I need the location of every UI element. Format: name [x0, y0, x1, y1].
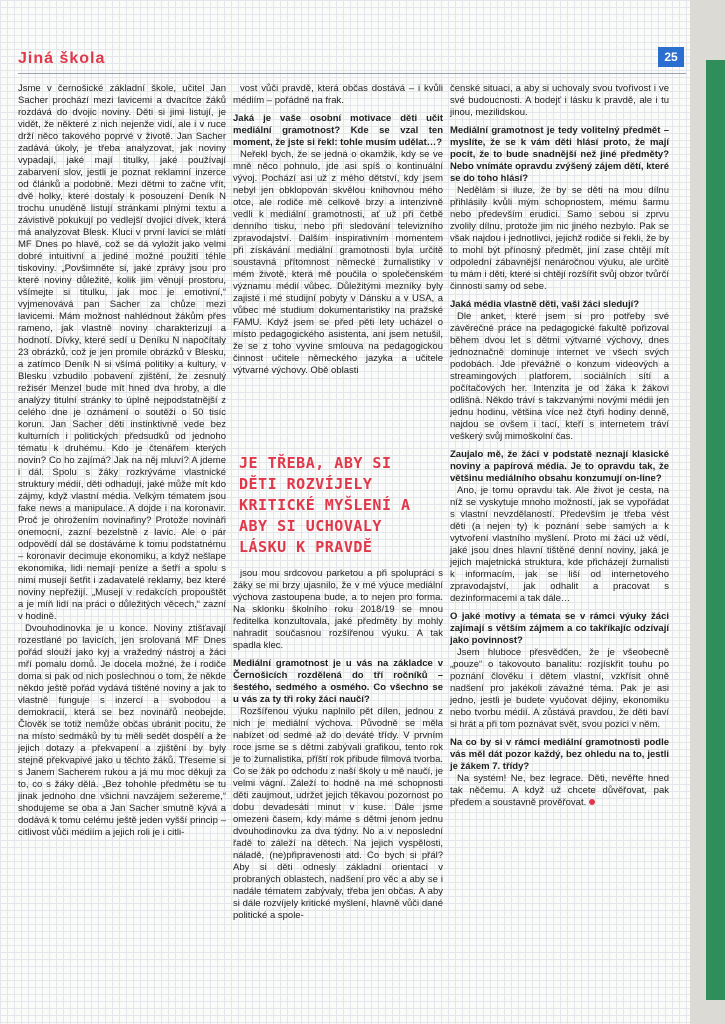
paragraph: Rozšířenou výuku naplnilo pět dílen, jednou z nich je mediální výchova. Původně se měla nabízet od sedmé až do deváté třídy. V prvním roce jsme se s dětmi zabývali grafikou, tento rok je to žurnalistika, příští rok přibude filmová tvorba. Co se žák po odchodu z naší školy u mě naučí, je velmi vágní. Záleží to hodně na mé schopnosti děti zaujmout, udržet jejich těkavou pozornost po dobu devadesáti minut v kuse. Dále jsme omezeni časem, kdy máme s dětmi jenom jednu dvouhodinovku za dva týdny. No a v neposlední řadě to záleží na dětech. Na jejich vyspělosti, náladě, (ne)připravenosti atd. Co bych si přál? Aby si děti odnesly základní orientaci v probraných oblastech, nadšení pro věc a aby se i nadále tématem zabývaly, třeba jen občas. A aby si dále rozvíjely kritické myšlení, hlavně vůči dané politické a spole- — [233, 706, 443, 921]
interview-question: O jaké motivy a témata se v rámci výuky žáci zajímají s větším zájmem a co takříkajíc odzívají jako povinnost? — [450, 611, 669, 646]
interview-question: Jaká média vlastně děti, vaši žáci sledují? — [450, 299, 640, 310]
page-number: 25 — [658, 47, 684, 67]
interview-question: Na co by si v rámci mediální gramotnosti podle vás měl dát pozor každý, bez ohledu na to, jestli je žákem 7. třídy? — [450, 737, 669, 772]
article-column-1 — [18, 83, 226, 839]
paragraph: Dle anket, které jsem si pro potřeby své závěrečné práce na pedagogické fakultě pořizoval během dvou let s dětmi výtvarné výchovy, dnes jednoznačně dominuje internet ve všech svých podobách. Jde převážně o konzum videových a streamingových platforem, sociálních sítí a počítačových her. Intenzita je od žáka k žákovi odlišná. Někdo tráví s takzvanými novými médii jen jednu hodinu, většina více než čtyři hodiny denně, najdou se ovšem i tací, kteří s internetem tráví veškerý svůj mimoškolní čas. — [450, 311, 669, 442]
interview-question: Jaká je vaše osobní motivace děti učit mediální gramotnost? Kde se vzal ten moment, že jste si řekl: tohle musím udělat…? — [233, 113, 443, 148]
pull-quote: JE TŘEBA, ABY SI DĚTI ROZVÍJELY KRITICKÉ MYŠLENÍ A ABY SI UCHOVALY LÁSKU K PRAVDĚ — [239, 454, 411, 556]
interview-question: Mediální gramotnost je tedy volitelný předmět – myslíte, že se k vám děti hlásí proto, že mají pocit, že to bude snadnější než jiné předměty? Nebo vnímáte opravdu zvýšený zájem dětí, které se do toho hlásí? — [450, 125, 669, 184]
paragraph: jsou mou srdcovou parketou a při spolupráci s žáky se mi brzy ujasnilo, že v mé výuce mediální výchova zastoupena bude, a to nejen pro forma. Na sklonku školního roku 2018/19 se mnou ředitelka konzultovala, jaké předměty by mohly nahradit současnou rozšířenou výuku. A tak spadla klec. — [233, 568, 443, 651]
article-column-2-bottom — [233, 568, 443, 922]
end-mark-icon — [589, 799, 595, 805]
paragraph: vost vůči pravdě, která občas dostává – i kvůli médiím – pořádně na frak. — [233, 83, 443, 106]
article-column-3 — [450, 83, 669, 809]
paragraph: Dvouhodinovka je u konce. Noviny ztišťavají rozestlané po lavicích, jen srolovaná MF Dnes pořád slouží jako kyj a vražedný nástroj a žáci mří pomalu domů. Je docela možné, že i rodiče doma si pak od nich poslechnou o tom, že někde někdo ještě pořád vydává tištěné noviny a jak to vlastně funguje s inzercí a svobodou a demokracií, která se bez novinářů neobejde. Člověk se totiž nemůže občas ubránit pocitu, že na místo sedmáků by tu měli sedět dospělí a že jejich dotazy a překvapení a zjištění by byly stejně překvapivé jako u těchto žáků. Třeseme si s Janem Sacherem rukou a já mu moc děkuji za to, co s žáky dělá. „Bez tohohle předmětu se tu jinak jednoho dne všichni navzájem sežereme,“ shodujeme se oba a Jan Sacher smutně kývá a dodává k tomu celému ještě jeden vyšší princip – citlivost vůči médiím a jejich roli je i citli- — [18, 623, 226, 838]
paragraph: Neřekl bych, že se jedná o okamžik, kdy se ve mně něco pohnulo, jde asi spíš o kontinuální vývoj. Pochází asi už z mého dětství, kdy jsem nebyl jen obklopován skvělou knihovnou mého otce, ale rodiče mě celkově brzy a intenzivně vedli k mediální gramotnosti, ať už při četbě denního tisku, nebo při sledování televizního zpravodajství. Dalším inspirativním momentem při získávání mediální gramotnosti byla určitě soustavná přítomnost německé žurnalistiky v mém životě, která mě poučila o společenském významu médií vůbec. Důležitými mezníky byly zajisté i mé studijní pobyty v Dánsku a v USA, a vůbec mé studium dokumentaristiky na pražské FAMU. Když jsem se před pěti lety ucházel o místo pedagogického asistenta, ani jsem netušil, že se z toho vyvine smlouva na pedagogickou činnost učitele německého jazyka a učitele výtvarné výchovy. Obě oblasti — [233, 149, 443, 376]
paragraph: Na systém! Ne, bez legrace. Děti, nevěřte hned tak něčemu. A když už chcete důvěřovat, pak předem a soustavně prověřovat. — [450, 773, 669, 808]
paragraph: čenské situaci, a aby si uchovaly svou tvořivost i ve své budoucnosti. A bodejť i lásku k pravdě, ale i tu jinou, mezilidskou. — [450, 83, 669, 118]
paragraph: Jsme v černošické základní škole, učitel Jan Sacher prochází mezi lavicemi a dvacítce žáků rozdává do dvojic noviny. Děti si jimi listují, je vidět, že některé z nich nejenže vidí, ale i v ruce drží něco takového poprvé v životě. Jan Sacher zadává úkoly, je třeba analyzovat, jak noviny vypadají, jaké mají titulky, jaké používají zabarvení slov, jestli je poznat reklamní inzerce od článků a podobně. Mezi dětmi to začne vřít, dvě holky, které dostaly k posouzení Deník N trochu unuděně listují stránkami plnými textu a závistivě pokukují po vedlejší dvojici dívek, která má analyzovat Blesk. Kluci v první lavici se mlátí MF Dnes po hlavě, což se dá vyložit jako velmi dobré intuitivní a jediné možné použití téhle tiskoviny. „Povšimněte si, jaké zprávy jsou pro které noviny důležité, kolik jim věnují prostoru, všímejte si titulku, jak moc je emotivní,“ vyjmenovává pan Sacher za chůze mezi lavicemi. Mám možnost nahlédnout žákům přes rameno, jak vlastně noviny charakterizují a hodnotí. Dívky, které sedí u Deníku N napočítaly 23 obrázků, což je jen promile obrázků v Blesku, a zatímco Deník N si všímá politiky a kultury, v Blesku vzbudilo pobavení zjištění, že zesnulý režisér Menzel bude mít hned dva hroby, a dle analýzy titulní stránky to úplně nejpodstatnější z celého dne je oznámení o soutěži o 50 tisíc korun. Jan Sacher děti instinktivně vede bez kulturních i politických předsudků od jednoho tématu k druhému. Kdo je čtenářem kterých novin? Co ho zajímá? Jak na něj mluví? A jdeme i dál. Spolu s žáky rozkrýváme vlastnické struktury médií, děti odhadují, jaké může mít kdo zájmy, když vlastní média. Velkým tématem jsou fake news a manipulace. A dojde i na koronavir. Proč je ohrožením novinařiny? Protože novináři onemocní, zazní bezelstně z lavic. Ale o pár odpovědí dál se dostáváme k tomu podstatnému – koronavir decimuje ekonomiku, a když nešlape ekonomika, lidi nemají peníze a šetří a spolu s nimi musejí šetřit i zadavatelé reklamy, bez které noviny nepřežijí. „Musejí v redakcích propouštět a je míň lidí na práci o důležitých věcech,“ zazní v hodině. — [18, 83, 226, 622]
article-column-2-top — [233, 83, 443, 377]
header-rule — [18, 73, 686, 74]
paragraph: Jsem hluboce přesvědčen, že je všeobecně „pouze“ o takovouto banalitu: rozjískřit touhu po poznání člověku i dětem vlastní, vzkřísit ohně nadšení pro jakékoli závažné téma. Pak je asi jedno, jestli je budete vyučovat dějiny, ekonomiku nebo tvorbu médií. A zůstává pravdou, že děti baví si hrát a při tom poznávat svět, svou pozici v něm. — [450, 647, 669, 730]
interview-question: Zaujalo mě, že žáci v podstatě neznají klasické noviny a papírová média. Je to opravdu tak, že většinu mediálního obsahu konzumují on-line? — [450, 449, 669, 484]
interview-question: Mediální gramotnost je u vás na základce v Černošicích rozdělená do tří ročníků – šestého, sedmého a osmého. Co všechno se u vás za ty tři roky žáci naučí? — [233, 658, 443, 705]
paragraph: Nedělám si iluze, že by se děti na mou dílnu přihlásily kvůli mým schopnostem, mému šarmu nebo především erudici. Samo sebou si zprvu zvolily dílnu, protože jim nic jiného nezbylo. Pak se však najdou i jednotlivci, jejichž rodiče si řekli, že by to mohl být přínosný předmět, jiní zase chtějí mít odpolední zábavnější nenáročnou výuku, ale určitě tu mám i děti, které si chtějí rozšířit svůj obzor tvůrčí činnosti samy od sebe. — [450, 185, 669, 292]
paragraph: Ano, je tomu opravdu tak. Ale život je cesta, na níž se vyskytuje mnoho možností, jak se vypořádat s vlastní nevzdělaností. Především je třeba vést děti (a nejen ty) k poznání sebe samých a k vytvoření vlastního myšlení. Proto mi žáci už vědí, jaké jsou dnes hlavní tištěné denní noviny, jaká je jejich majetnická struktura, kde přicházejí žurnalisti k informacím, jak se liší od internetového zpravodajství, jak odhalit a pracovat s dezinformacemi a tak dále… — [450, 485, 669, 604]
section-title: Jiná škola — [18, 50, 106, 67]
green-edge-tab — [706, 60, 725, 1000]
